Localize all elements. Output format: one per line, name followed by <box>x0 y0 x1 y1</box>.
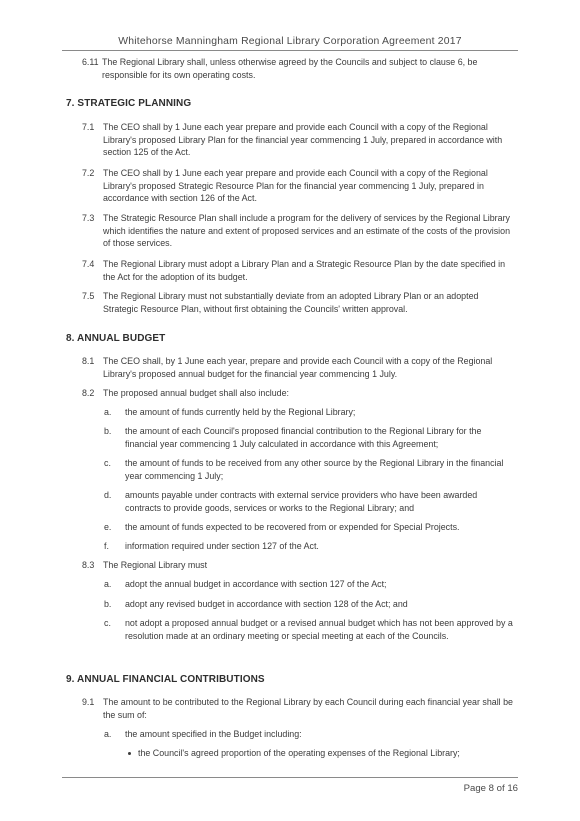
bullet-item: the Council's agreed proportion of the operating expenses of the Regional Library; <box>138 748 460 758</box>
list-item: the amount of each Council's proposed financial contribution to the Regional Library for the financial year commencing 1 July calculated in accordance with this Agreement; <box>125 426 482 449</box>
clause-number: 7.2 <box>82 168 95 178</box>
clause-number: 9.1 <box>82 697 95 707</box>
clause-number: 8.2 <box>82 388 95 398</box>
clause-number: 8.3 <box>82 560 95 570</box>
clause-number: 7.3 <box>82 213 95 223</box>
list-item: adopt the annual budget in accordance with section 127 of the Act; <box>125 579 387 589</box>
clause-text: The CEO shall, by 1 June each year, prepare and provide each Council with a copy of the Regional Library's proposed annual budget for the financial year commencing 1 July. <box>103 356 493 379</box>
clause-text: The amount to be contributed to the Regional Library by each Council during each financial year shall be the sum of: <box>103 697 513 720</box>
list-letter: d. <box>104 490 112 500</box>
list-letter: c. <box>104 618 111 628</box>
bullet-icon <box>128 752 131 755</box>
clause-text: The Strategic Resource Plan shall include a program for the delivery of services by the Regional Library which identifies the nature and extent of proposed services and an estimate of the costs of the provision of those services. <box>103 213 511 248</box>
list-item: not adopt a proposed annual budget or a revised annual budget which has not been approved by a resolution made at an ordinary meeting or special meeting at each of the Councils. <box>125 618 513 641</box>
section-heading: 7. STRATEGIC PLANNING <box>66 98 192 109</box>
list-item: adopt any revised budget in accordance with section 128 of the Act; and <box>125 599 408 609</box>
clause-number: 8.1 <box>82 356 95 366</box>
list-item: the amount of funds to be received from any other source by the Regional Library in the financial year commencing 1 July; <box>125 458 504 481</box>
clause-number: 7.4 <box>82 259 95 269</box>
clause-text: The proposed annual budget shall also include: <box>103 388 290 398</box>
section-heading: 8. ANNUAL BUDGET <box>66 333 166 344</box>
clause-number: 7.5 <box>82 291 95 301</box>
list-item: the amount specified in the Budget including: <box>125 729 302 739</box>
clause-text: The Regional Library must not substantially deviate from an adopted Library Plan or an adopted Strategic Resource Plan, without first obtaining the Councils' written approval. <box>103 291 479 314</box>
page-number: Page 8 of 16 <box>463 783 518 794</box>
header-rule <box>62 50 518 51</box>
clause-number: 7.1 <box>82 122 95 132</box>
clause-text: The Regional Library shall, unless otherwise agreed by the Councils and subject to clause 6, be responsible for its own operating costs. <box>102 57 478 80</box>
list-letter: c. <box>104 458 111 468</box>
list-letter: b. <box>104 426 112 436</box>
header-title: Whitehorse Manningham Regional Library Corporation Agreement 2017 <box>118 36 462 47</box>
list-item: the amount of funds expected to be recovered from or expended for Special Projects. <box>125 522 460 532</box>
list-letter: a. <box>104 407 112 417</box>
list-item: the amount of funds currently held by the Regional Library; <box>125 407 356 417</box>
section-heading: 9. ANNUAL FINANCIAL CONTRIBUTIONS <box>66 674 265 685</box>
footer-rule <box>62 777 518 778</box>
list-letter: a. <box>104 729 112 739</box>
clause-text: The CEO shall by 1 June each year prepare and provide each Council with a copy of the Regional Library's proposed Library Plan for the financial year commencing 1 July, prepared in accordance with section 125 of the Act. <box>103 122 503 157</box>
list-letter: e. <box>104 522 112 532</box>
list-letter: f. <box>104 541 109 551</box>
list-letter: b. <box>104 599 112 609</box>
list-letter: a. <box>104 579 112 589</box>
clause-text: The Regional Library must adopt a Library Plan and a Strategic Resource Plan by the date specified in the Act for the adoption of its budget. <box>103 259 506 282</box>
list-item: amounts payable under contracts with external service providers who have been awarded contracts to provide goods, services or works to the Regional Library; and <box>125 490 478 513</box>
clause-number: 6.11 <box>82 57 99 67</box>
list-item: information required under section 127 of the Act. <box>125 541 319 551</box>
clause-text: The Regional Library must <box>103 560 208 570</box>
clause-text: The CEO shall by 1 June each year prepare and provide each Council with a copy of the Regional Library's proposed Strategic Resource Plan for the financial year commencing 1 July, prepared in accordance with section 126 of the Act. <box>103 168 488 203</box>
